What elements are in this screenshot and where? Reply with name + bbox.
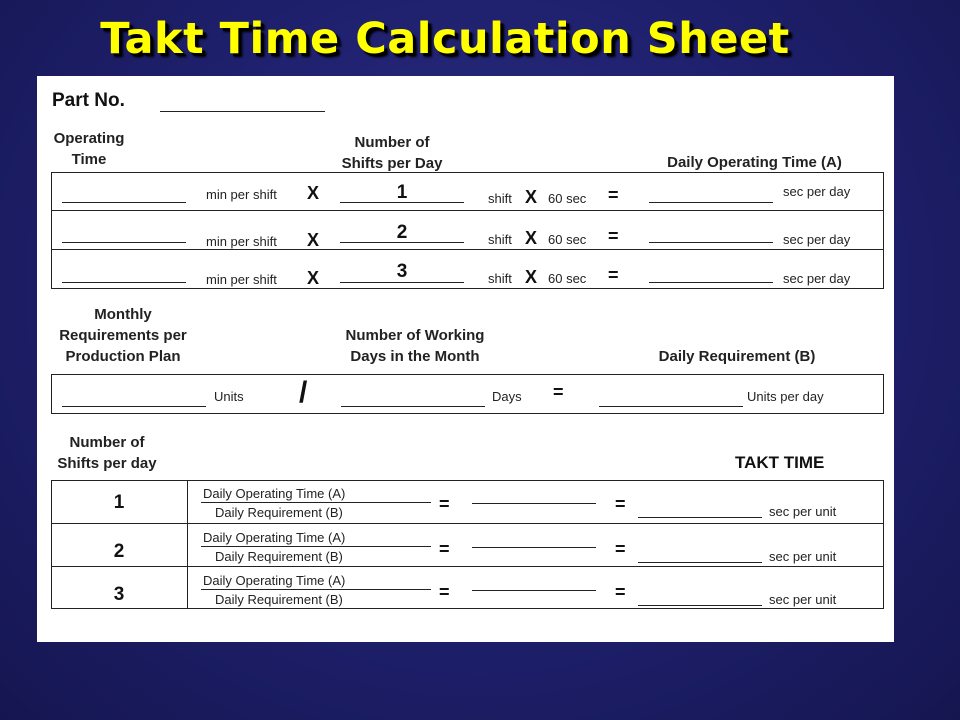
units-label: Units (214, 389, 244, 404)
sec-per-day-field[interactable] (649, 282, 773, 283)
multiply-sign: X (525, 187, 538, 207)
divide-sign: / (299, 376, 308, 409)
shift-number: 1 (113, 492, 125, 513)
days-label: Days (492, 389, 522, 404)
numerator-label: Daily Operating Time (A) (203, 486, 346, 501)
multiply-sign: X (525, 267, 538, 287)
denominator-label: Daily Requirement (B) (215, 549, 343, 564)
multiply-sign: X (307, 230, 320, 250)
multiply-sign: X (525, 228, 538, 248)
shift-number: 3 (113, 584, 125, 605)
sixty-sec-label: 60 sec (548, 191, 587, 206)
shift-label: shift (488, 232, 512, 247)
equals-sign: = (615, 494, 626, 514)
equals-sign: = (615, 582, 626, 602)
ratio-field[interactable] (472, 503, 596, 504)
operating-row-2 (37, 210, 894, 249)
daily-requirement-header: Daily Requirement (B) (658, 348, 816, 365)
takt-row-2 (37, 523, 894, 566)
multiply-sign: X (307, 183, 320, 203)
min-per-shift-field[interactable] (62, 202, 186, 203)
working-days-header: Number of Working Days in the Month (345, 327, 485, 365)
shift-number: 2 (396, 222, 408, 243)
numerator-label: Daily Operating Time (A) (203, 530, 346, 545)
daily-operating-time-header: Daily Operating Time (A) (667, 154, 842, 171)
shift-number: 3 (396, 261, 408, 282)
takt-row-1 (37, 480, 894, 523)
monthly-units-field[interactable] (62, 406, 206, 407)
sixty-sec-label: 60 sec (548, 232, 587, 247)
min-per-shift-label: min per shift (206, 272, 277, 287)
shift-number: 2 (113, 541, 125, 562)
calculation-sheet (37, 76, 894, 642)
equals-sign: = (439, 539, 450, 559)
sec-per-day-field[interactable] (649, 242, 773, 243)
multiply-sign: X (307, 268, 320, 288)
takt-time-header: TAKT TIME (735, 453, 825, 472)
denominator-label: Daily Requirement (B) (215, 592, 343, 607)
equals-sign: = (439, 582, 450, 602)
part-no-field[interactable] (160, 111, 325, 112)
shift-label: shift (488, 271, 512, 286)
sec-per-day-label: sec per day (783, 184, 851, 199)
takt-time-field[interactable] (638, 562, 762, 563)
min-per-shift-label: min per shift (206, 187, 277, 202)
equals-sign: = (608, 185, 619, 205)
equals-sign: = (608, 226, 619, 246)
monthly-requirements-header: Monthly Requirements per Production Plan (59, 306, 187, 365)
takt-time-field[interactable] (638, 605, 762, 606)
operating-row-1 (37, 172, 894, 210)
fraction-bar (201, 546, 431, 547)
fraction-bar (201, 502, 431, 503)
equals-sign: = (553, 382, 564, 402)
min-per-shift-field[interactable] (62, 242, 186, 243)
min-per-shift-label: min per shift (206, 234, 277, 249)
sec-per-day-label: sec per day (783, 232, 851, 247)
takt-row-3 (37, 566, 894, 609)
shifts-per-day-header: Number of Shifts per Day (341, 134, 443, 172)
equals-sign: = (439, 494, 450, 514)
sec-per-day-label: sec per day (783, 271, 851, 286)
part-no-label: Part No. (52, 90, 125, 111)
sec-per-unit-label: sec per unit (769, 549, 837, 564)
shift-label: shift (488, 191, 512, 206)
fraction-bar (201, 589, 431, 590)
sec-per-unit-label: sec per unit (769, 504, 837, 519)
equals-sign: = (615, 539, 626, 559)
operating-time-header: Operating Time (53, 130, 125, 168)
sixty-sec-label: 60 sec (548, 271, 587, 286)
units-per-day-label: Units per day (747, 389, 824, 404)
min-per-shift-field[interactable] (62, 282, 186, 283)
units-per-day-field[interactable] (599, 406, 743, 407)
takt-time-field[interactable] (638, 517, 762, 518)
ratio-field[interactable] (472, 590, 596, 591)
denominator-label: Daily Requirement (B) (215, 505, 343, 520)
working-days-field[interactable] (341, 406, 485, 407)
sec-per-unit-label: sec per unit (769, 592, 837, 607)
shifts-per-day-header-2: Number of Shifts per day (57, 434, 157, 472)
sec-per-day-field[interactable] (649, 202, 773, 203)
shift-number: 1 (396, 182, 408, 203)
numerator-label: Daily Operating Time (A) (203, 573, 346, 588)
ratio-field[interactable] (472, 547, 596, 548)
operating-row-3 (37, 249, 894, 289)
page-title: Takt Time Calculation Sheet (100, 14, 790, 64)
equals-sign: = (608, 265, 619, 285)
